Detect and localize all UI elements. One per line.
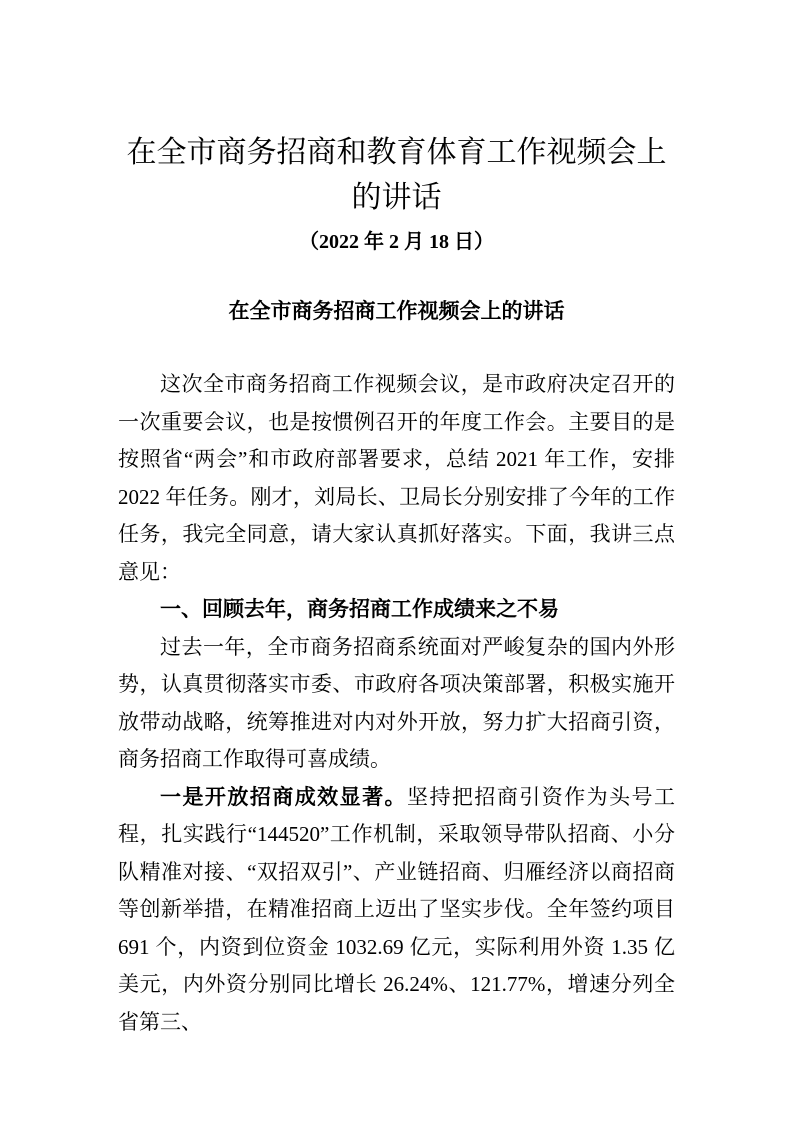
paragraph-achievement-lead: 一是开放招商成效显著。 — [160, 784, 407, 809]
paragraph-achievement — [118, 779, 675, 1042]
document-date: （2022 年 2 月 18 日） — [299, 231, 494, 253]
section-heading-1: 一、回顾去年，商务招商工作成绩来之不易 — [160, 598, 559, 621]
paragraph-review: 过去一年，全市商务招商系统面对严峻复杂的国内外形势，认真贯彻落实市委、市政府各项决策部署，积极实施开放带动战略，统筹推进对内对外开放，努力扩大招商引资，商务招商工作取得可喜成绩。 — [118, 634, 675, 771]
paragraph-achievement-text: 坚持把招商引资作为头号工程，扎实践行“144520”工作机制，采取领导带队招商、小分队精准对接、“双招双引”、产业链招商、归雁经济以商招商等创新举措，在精准招商上迈出了坚实步伐。全年签约项目 691 个，内资到位资金 1032.69 亿元，实际利用外资 1.35 亿美元，内外资分别同比增长 26.24%、121.77%，增速分列全省第三、 — [118, 784, 675, 1034]
paragraph-intro: 这次全市商务招商工作视频会议，是市政府决定召开的一次重要会议，也是按惯例召开的年度工作会。主要目的是按照省“两会”和市政府部署要求，总结 2021 年工作，安排 2022 年任务。刚才，刘局长、卫局长分别安排了今年的工作任务，我完全同意，请大家认真抓好落实。下面，我讲三点意见： — [118, 372, 675, 584]
document-subtitle: 在全市商务招商工作视频会上的讲话 — [228, 299, 565, 323]
document-title-line-1: 在全市商务招商和教育体育工作视频会上 — [126, 136, 667, 169]
document-title — [118, 130, 675, 220]
document-title-line-2: 的讲话 — [351, 181, 442, 214]
document-content — [118, 0, 675, 1041]
